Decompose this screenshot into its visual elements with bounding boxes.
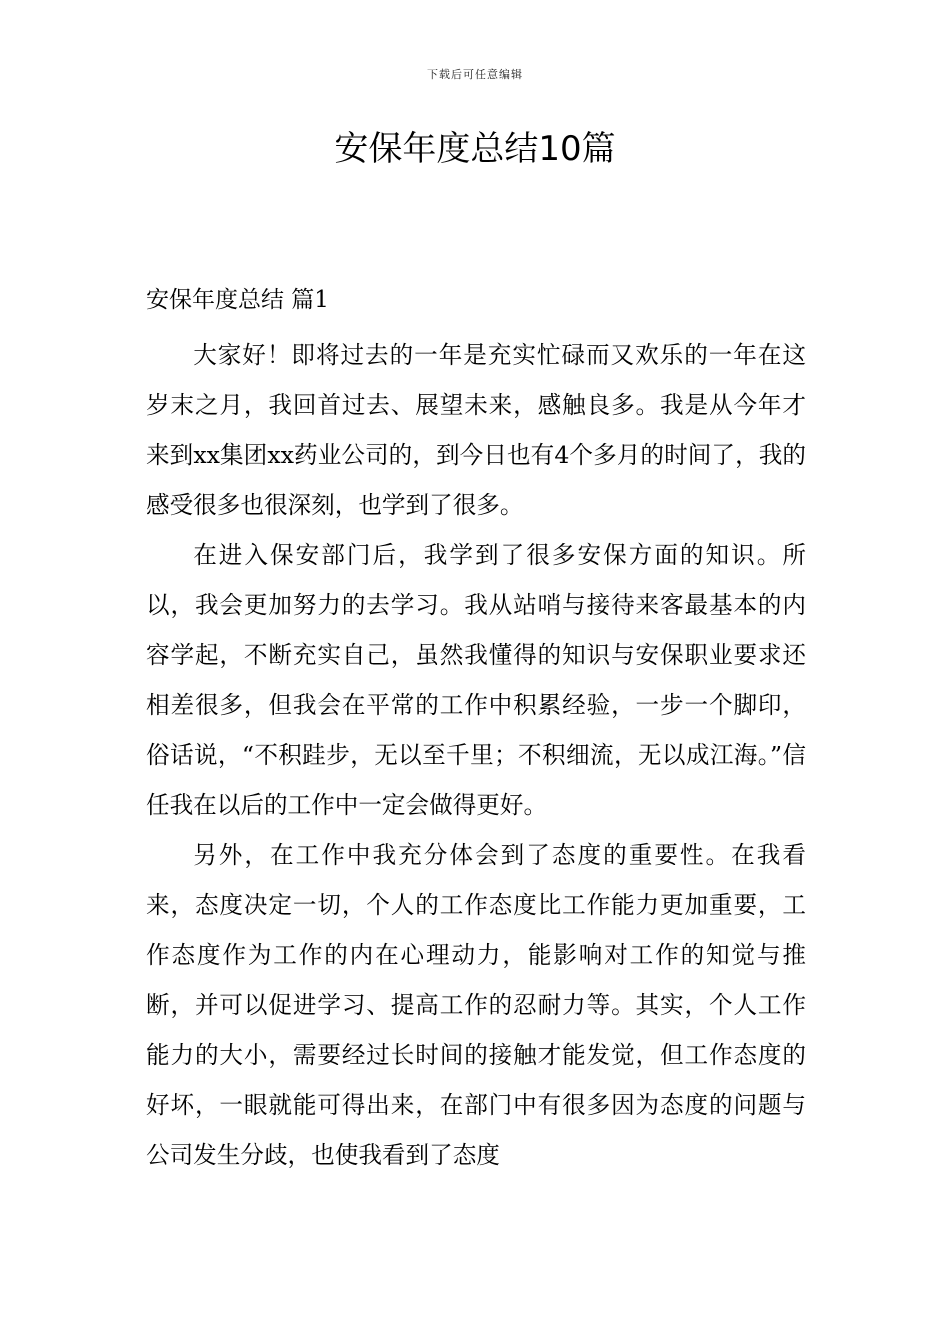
paragraph: 大家好！即将过去的一年是充实忙碌而又欢乐的一年在这岁末之月，我回首过去、展望未来，感触良多。我是从今年才来到xx集团xx药业公司的，到今日也有4个多月的时间了，我的感受很多也很深刻，也学到了很多。 bbox=[146, 341, 806, 519]
section-heading: 安保年度总结 篇1 bbox=[146, 287, 329, 313]
paragraph: 在进入保安部门后，我学到了很多安保方面的知识。所以，我会更加努力的去学习。我从站哨与接待来客最基本的内容学起，不断充实自己，虽然我懂得的知识与安保职业要求还相差很多，但我会在平常的工作中积累经验，一步一个脚印，俗话说，“不积跬步，无以至千里；不积细流，无以成江海。”信任我在以后的工作中一定会做得更好。 bbox=[146, 541, 806, 819]
header-note: 下载后可任意编辑 bbox=[427, 68, 523, 81]
document-title: 安保年度总结10篇 bbox=[334, 129, 616, 169]
document-body bbox=[146, 330, 806, 1180]
paragraph: 另外，在工作中我充分体会到了态度的重要性。在我看来，态度决定一切，个人的工作态度比工作能力更加重要，工作态度作为工作的内在心理动力，能影响对工作的知觉与推断，并可以促进学习、提高工作的忍耐力等。其实，个人工作能力的大小，需要经过长时间的接触才能发觉，但工作态度的好坏，一眼就能可得出来，在部门中有很多因为态度的问题与公司发生分歧，也使我看到了态度 bbox=[146, 841, 806, 1169]
